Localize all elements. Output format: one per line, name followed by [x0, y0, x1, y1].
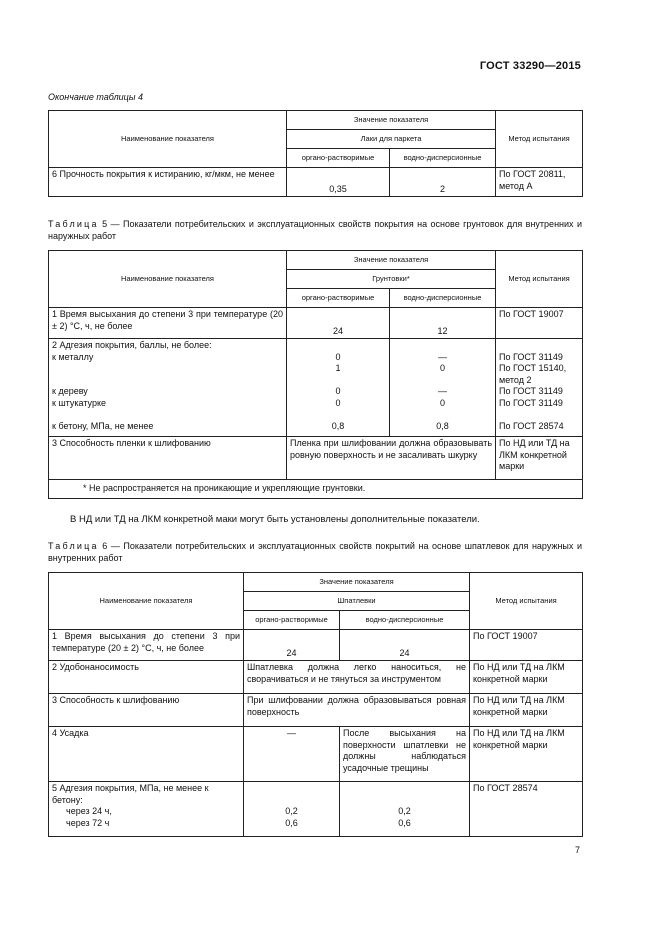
- col-header-value: Значение показателя: [287, 251, 496, 270]
- caption-text: 5 — Показатели потребительских и эксплуатационных свойств покрытия на основе грунтовок для внутренних и наружных работ: [48, 219, 582, 241]
- col-header-sub: Грунтовки*: [287, 270, 496, 289]
- row-name: 3 Способность пленки к шлифованию: [49, 437, 287, 480]
- col-header-name: Наименование показателя: [49, 251, 287, 308]
- col-header-value: Значение показателя: [287, 111, 496, 130]
- row-name: [49, 782, 244, 837]
- row-water: 12: [390, 308, 496, 339]
- table-6-caption: [48, 541, 582, 564]
- col-header-org: органо-растворимые: [287, 289, 390, 308]
- concrete-water: 0,8: [436, 420, 449, 431]
- row-value: Пленка при шлифовании должна образовывать ровную поверхность и не засаливать шкурку: [287, 437, 496, 480]
- col-header-water: водно-дисперсионные: [340, 611, 470, 630]
- metal-water-1: —: [438, 351, 447, 362]
- org-24h: 0,2: [285, 806, 298, 816]
- row-water: 2: [390, 168, 496, 197]
- metal-water-2: 0: [440, 363, 446, 373]
- wood-org: 0: [335, 386, 341, 396]
- table-row: [49, 339, 583, 437]
- table-row: [49, 168, 583, 197]
- col-header-method: Метод испытания: [470, 573, 583, 630]
- table-row: [49, 694, 583, 727]
- plaster-method: По ГОСТ 31149: [499, 397, 563, 408]
- row-org: 0,35: [287, 168, 390, 197]
- row-method: По ГОСТ 19007: [470, 630, 583, 661]
- caption-text: 6 — Показатели потребительских и эксплуатационных свойств покрытий на основе шпатлевок для наружных и внутренних работ: [48, 541, 582, 563]
- concrete-method: По ГОСТ 28574: [499, 420, 564, 431]
- adhesion-concrete: к бетону, МПа, не менее: [52, 420, 154, 431]
- table-6: [48, 572, 583, 837]
- col-header-sub: Шпатлевки: [244, 592, 470, 611]
- col-header-org: органо-растворимые: [287, 149, 390, 168]
- paragraph: В НД или ТД на ЛКМ конкретной маки могут быть установлены дополнительные показатели.: [70, 514, 480, 525]
- row-name: 6 Прочность покрытия к истиранию, кг/мкм, не менее: [49, 168, 287, 197]
- plaster-org: 0: [335, 397, 341, 408]
- metal-org-2: 1: [335, 363, 341, 373]
- row-method: По НД или ТД на ЛКМ конкретной марки: [470, 661, 583, 694]
- col-header-name: Наименование показателя: [49, 111, 287, 168]
- row-name: 1 Время высыхания до степени 3 при температуре (20 ± 2) °С, ч, не более: [49, 630, 244, 661]
- table-row: [49, 727, 583, 782]
- concrete-org: 0,8: [331, 420, 345, 431]
- col-header-water: водно-дисперсионные: [390, 149, 496, 168]
- row-org: —: [244, 727, 340, 782]
- row-method: По ГОСТ 19007: [496, 308, 583, 339]
- row-name: [49, 339, 287, 437]
- row-name: 3 Способность к шлифованию: [49, 694, 244, 727]
- row-method: [496, 339, 583, 437]
- row-value: Шпатлевка должна легко наноситься, не сворачиваться и не тянуться за инструментом: [244, 661, 470, 694]
- metal-method-2: По ГОСТ 15140, метод 2: [499, 363, 567, 385]
- col-header-org: органо-растворимые: [244, 611, 340, 630]
- row-water: [390, 339, 496, 437]
- row-method: По ГОСТ 20811, метод А: [496, 168, 583, 197]
- org-72h: 0,6: [285, 817, 298, 828]
- col-header-water: водно-дисперсионные: [390, 289, 496, 308]
- metal-method-1: По ГОСТ 31149: [499, 351, 563, 362]
- water-72h: 0,6: [398, 817, 411, 828]
- row-water: [340, 782, 470, 837]
- row-method: По НД или ТД на ЛКМ конкретной марки: [496, 437, 583, 480]
- row-name: 1 Время высыхания до степени 3 при температуре (20 ± 2) °С, ч, не более: [49, 308, 287, 339]
- table-4: [48, 110, 583, 197]
- plaster-water: 0: [440, 397, 446, 408]
- water-24h: 0,2: [398, 806, 411, 816]
- adhesion-title: 5 Адгезия покрытия, МПа, не менее к бетону:: [52, 783, 209, 805]
- col-header-value: Значение показателя: [244, 573, 470, 592]
- row-name: 4 Усадка: [49, 727, 244, 782]
- after-24h: через 24 ч,: [66, 806, 112, 816]
- row-org: 24: [244, 630, 340, 661]
- row-name: 2 Удобонаносимость: [49, 661, 244, 694]
- table-row: [49, 661, 583, 694]
- table-row: [49, 782, 583, 837]
- row-org: [287, 339, 390, 437]
- row-org: 24: [287, 308, 390, 339]
- continuation-label: Окончание таблицы 4: [48, 92, 143, 102]
- row-water: После высыхания на поверхности шпатлевки не должны наблюдаться усадочные трещины: [340, 727, 470, 782]
- table-5: [48, 250, 583, 499]
- adhesion-metal: к металлу: [52, 351, 94, 362]
- table-5-caption: [48, 219, 582, 242]
- row-water: 24: [340, 630, 470, 661]
- col-header-name: Наименование показателя: [49, 573, 244, 630]
- row-value: При шлифовании должна образовываться ровная поверхность: [244, 694, 470, 727]
- row-method: По ГОСТ 28574: [470, 782, 583, 837]
- wood-water: —: [438, 386, 447, 396]
- adhesion-title: 2 Адгезия покрытия, баллы, не более:: [52, 340, 212, 350]
- table-row: [49, 630, 583, 661]
- row-method: По НД или ТД на ЛКМ конкретной марки: [470, 694, 583, 727]
- metal-org-1: 0: [335, 351, 341, 362]
- caption-word: Таблица: [48, 541, 99, 551]
- col-header-sub: Лаки для паркета: [287, 130, 496, 149]
- standard-number: ГОСТ 33290—2015: [479, 60, 581, 72]
- row-org: [244, 782, 340, 837]
- row-method: По НД или ТД на ЛКМ конкретной марки: [470, 727, 583, 782]
- adhesion-plaster: к штукатурке: [52, 397, 106, 408]
- col-header-method: Метод испытания: [496, 251, 583, 308]
- table-row: [49, 437, 583, 480]
- table-row: [49, 308, 583, 339]
- caption-word: Таблица: [48, 219, 99, 229]
- after-72h: через 72 ч: [66, 817, 110, 828]
- adhesion-wood: к дереву: [52, 386, 88, 396]
- table-5-footnote: * Не распространяется на проникающие и укрепляющие грунтовки.: [49, 480, 583, 499]
- wood-method: По ГОСТ 31149: [499, 386, 563, 396]
- page-number: 7: [575, 845, 581, 855]
- col-header-method: Метод испытания: [496, 111, 583, 168]
